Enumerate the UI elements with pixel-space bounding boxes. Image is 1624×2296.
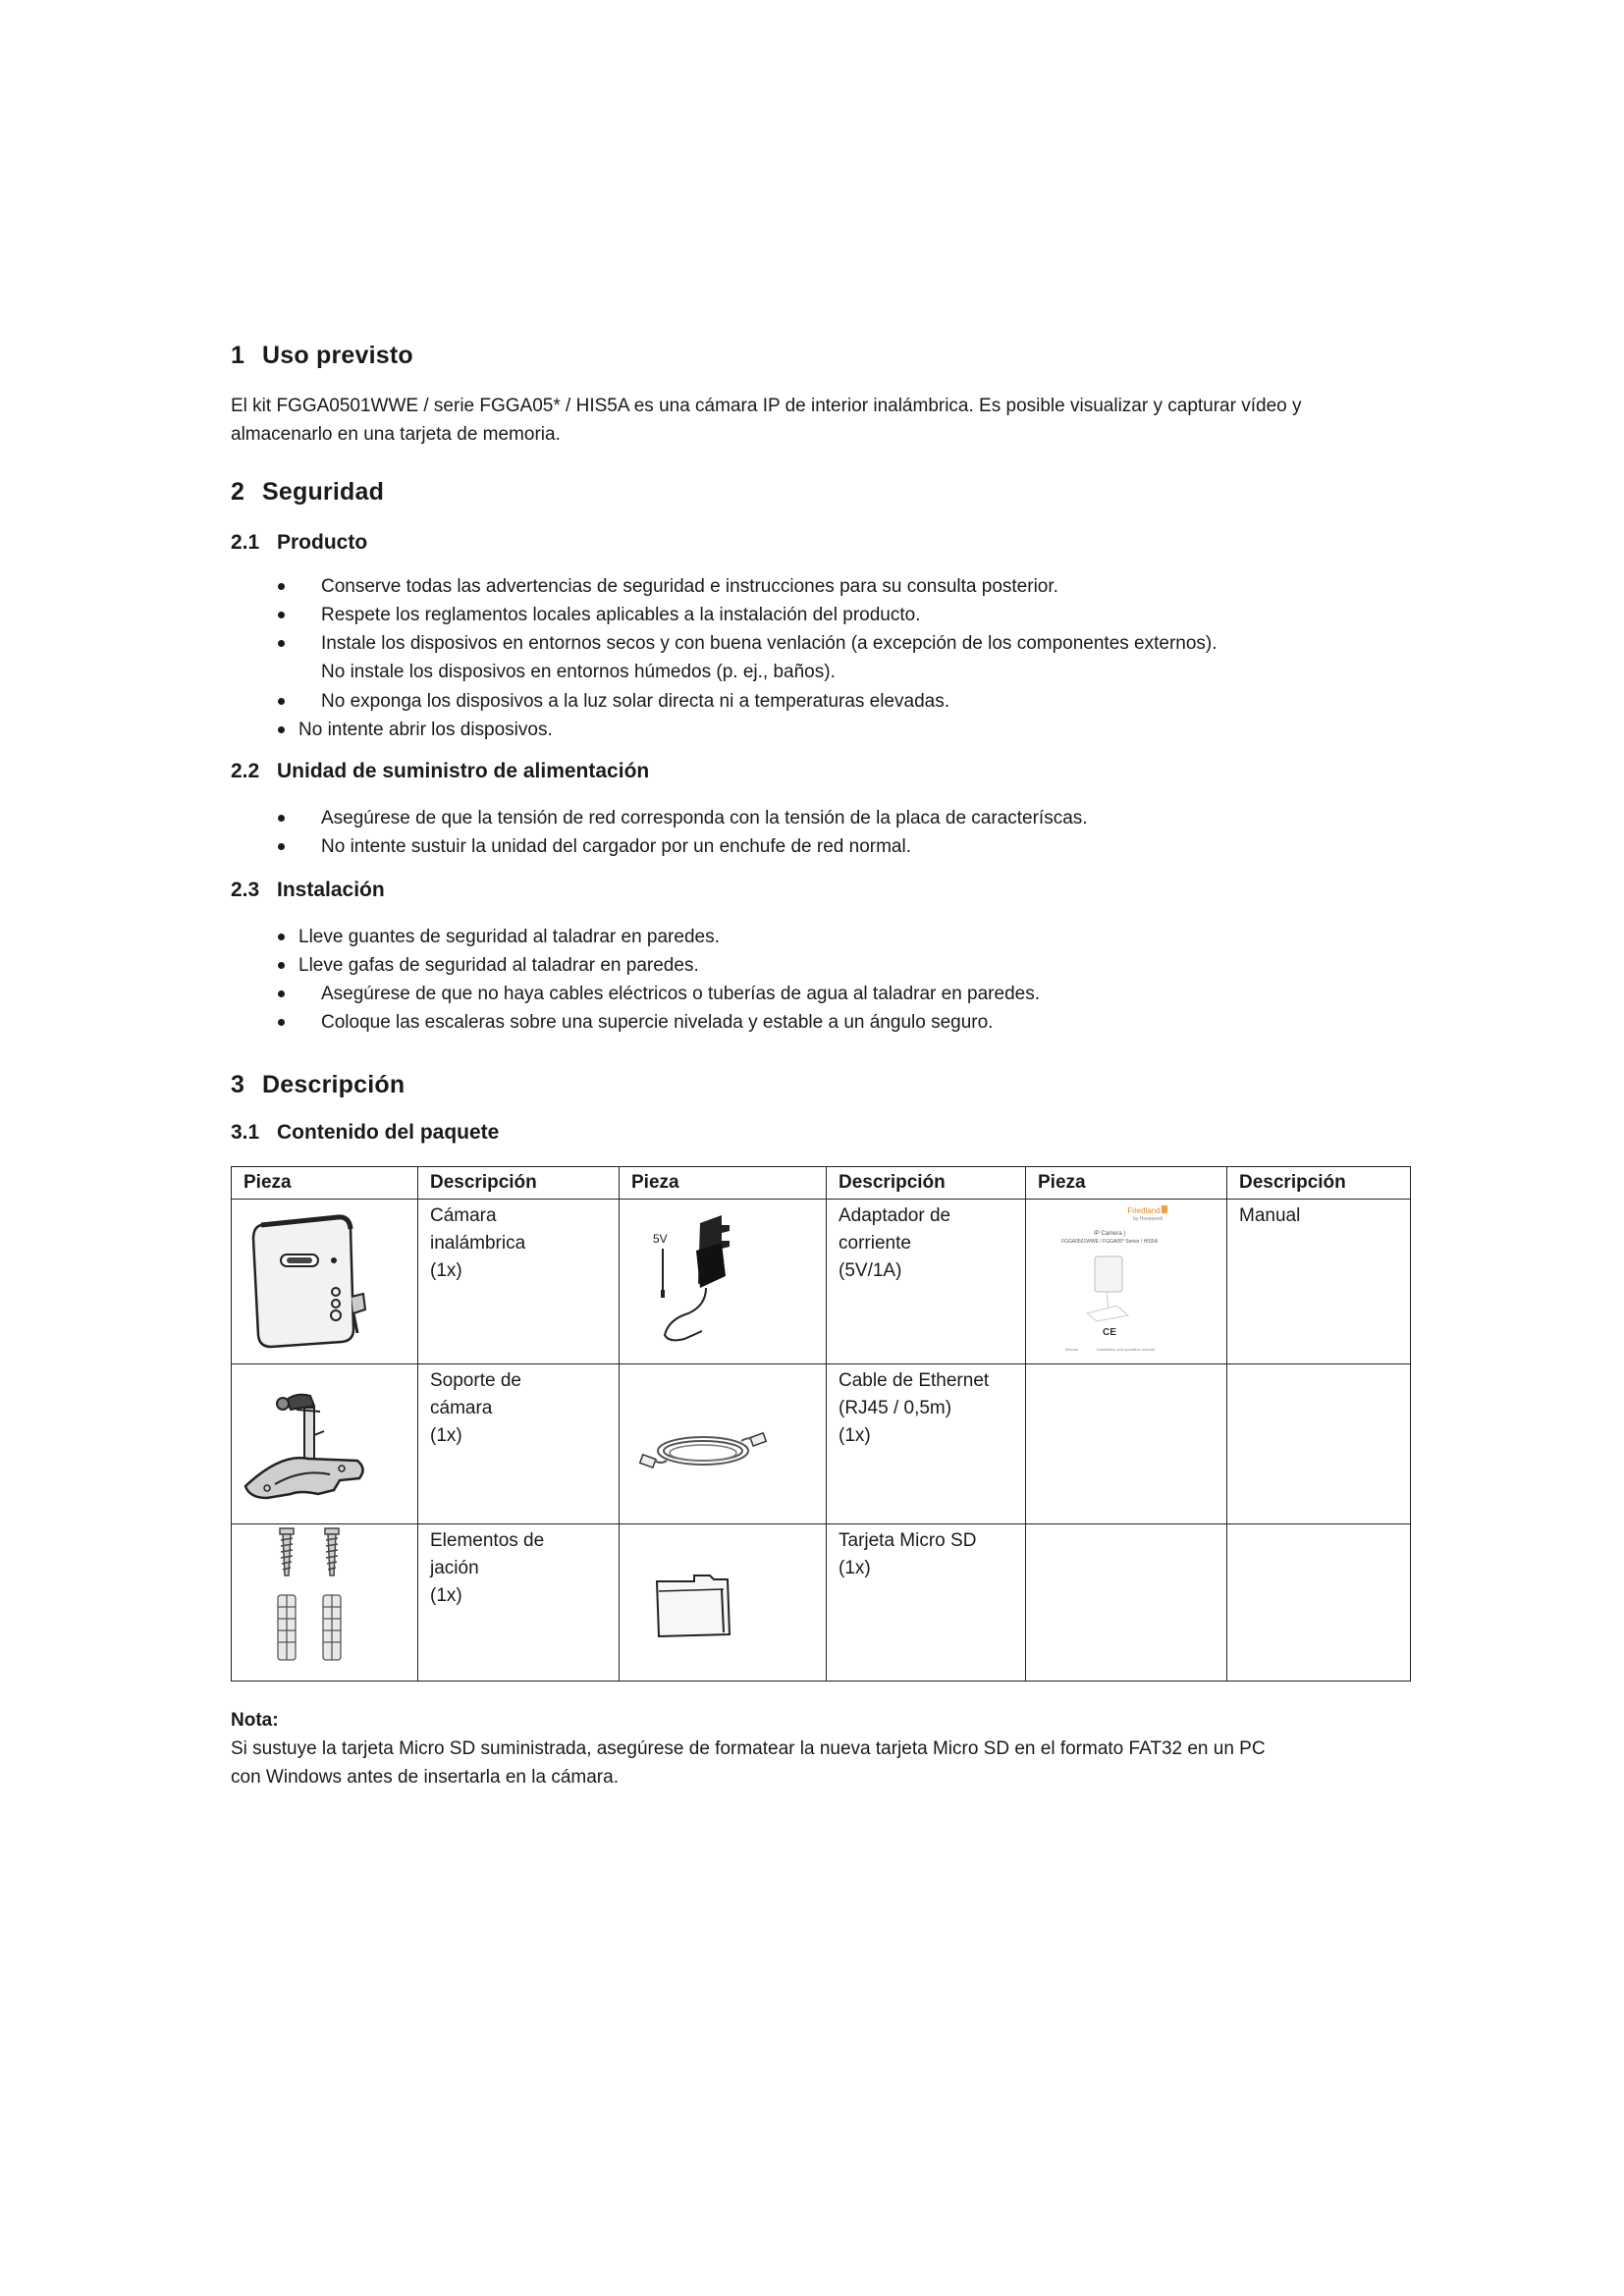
camera-image-cell xyxy=(232,1200,418,1364)
list-item-text: Asegúrese de que no haya cables eléctricos o tuberías de agua al taladrar en paredes. xyxy=(321,984,1040,1004)
list-item-text: Lleve gafas de seguridad al taladrar en paredes. xyxy=(298,955,699,976)
column-header: Descripción xyxy=(1227,1167,1411,1200)
paragraph-line: El kit FGGA0501WWE / serie FGGA05* / HIS5A es una cámara IP de interior inalámbrica. Es posible visualizar y capturar vídeo y xyxy=(231,396,1302,416)
column-header: Descripción xyxy=(418,1167,620,1200)
item-description: Manual xyxy=(1239,1205,1301,1226)
list-item xyxy=(321,629,1218,658)
table-header-row xyxy=(232,1167,1411,1200)
description-cell xyxy=(827,1524,1026,1682)
item-description: Cable de Ethernet (RJ45 / 0,5m) (1x) xyxy=(839,1370,990,1446)
description-cell xyxy=(1227,1200,1411,1364)
section-number: 1 xyxy=(231,342,245,369)
section-title: Seguridad xyxy=(262,478,385,506)
manual-footer-left: Manual xyxy=(1065,1347,1079,1352)
bullet-icon xyxy=(278,612,285,618)
list-item-text: Respete los reglamentos locales aplicables a la instalación del producto. xyxy=(321,605,921,625)
list-item-text: Instale los disposivos en entornos secos y con buena venlación (a excepción de los componentes externos). xyxy=(321,633,1218,654)
note-line: Si sustuye la tarjeta Micro SD suministrada, asegúrese de formatear la nueva tarjeta Micro SD en el formato FAT32 en un PC xyxy=(231,1738,1266,1759)
manual-brand-sub: by Honeywell xyxy=(1133,1216,1163,1222)
empty-cell xyxy=(1227,1364,1411,1524)
manual-title: IP Camera | xyxy=(1094,1231,1125,1237)
item-description: Soporte de cámara (1x) xyxy=(430,1370,521,1446)
list-item-text: No intente abrir los disposivos. xyxy=(298,720,553,740)
empty-cell xyxy=(1026,1524,1227,1682)
subsection-2-2-heading xyxy=(231,760,649,783)
manual-image xyxy=(1026,1200,1193,1355)
description-cell xyxy=(418,1200,620,1364)
list-item xyxy=(321,1008,993,1037)
list-item xyxy=(298,923,720,951)
subsection-number: 2.3 xyxy=(231,879,260,901)
adapter-label: 5V xyxy=(653,1232,668,1246)
list-item-text: No intente sustuir la unidad del cargador por un enchufe de red normal. xyxy=(321,836,911,857)
section-2-heading xyxy=(231,478,384,507)
bullet-icon xyxy=(278,1019,285,1026)
table-row xyxy=(232,1524,1411,1682)
item-description: Cámara inalámbrica (1x) xyxy=(430,1205,526,1281)
list-item-text: Conserve todas las advertencias de seguridad e instrucciones para su consulta posterior. xyxy=(321,576,1058,597)
list-item-text: No instale los disposivos en entornos húmedos (p. ej., baños). xyxy=(321,662,836,682)
section-number: 2 xyxy=(231,478,245,506)
camera-stand-image-cell xyxy=(232,1364,418,1524)
list-item xyxy=(321,687,949,716)
section-1-heading xyxy=(231,342,413,370)
list-item xyxy=(298,716,553,744)
bullet-icon xyxy=(278,843,285,850)
fixing-elements-image-cell xyxy=(232,1524,418,1682)
list-item-text: Asegúrese de que la tensión de red corresponda con la tensión de la placa de caracteríscas. xyxy=(321,808,1088,828)
description-cell xyxy=(827,1364,1026,1524)
table-row xyxy=(232,1200,1411,1364)
note-block xyxy=(231,1706,1266,1791)
list-item xyxy=(321,804,1088,832)
bullet-icon xyxy=(278,698,285,705)
ethernet-cable-image xyxy=(620,1366,786,1514)
item-description: Adaptador de corriente (5V/1A) xyxy=(839,1205,951,1281)
subsection-number: 2.2 xyxy=(231,760,260,782)
paragraph-line: almacenarlo en una tarjeta de memoria. xyxy=(231,424,561,445)
camera-image xyxy=(232,1203,379,1351)
bullet-icon xyxy=(278,640,285,647)
list-item xyxy=(321,601,920,629)
bullet-icon xyxy=(278,815,285,822)
subsection-title: Instalación xyxy=(277,879,385,901)
bullet-icon xyxy=(278,583,285,590)
ce-mark: CE xyxy=(1103,1327,1116,1338)
description-cell xyxy=(418,1524,620,1682)
subsection-title: Contenido del paquete xyxy=(277,1121,500,1144)
list-item-text: Coloque las escaleras sobre una supercie nivelada y estable a un ángulo seguro. xyxy=(321,1012,994,1033)
item-description: Tarjeta Micro SD (1x) xyxy=(839,1530,977,1578)
bullet-icon xyxy=(278,726,285,733)
column-header: Pieza xyxy=(620,1167,827,1200)
section-1-paragraph xyxy=(231,392,1302,449)
camera-stand-image xyxy=(232,1366,379,1514)
manual-subtitle: FGGA0501WWE / FGGA05* Series / HIS5A xyxy=(1060,1239,1159,1245)
table-row xyxy=(232,1364,1411,1524)
item-description: Elementos de jación (1x) xyxy=(430,1530,545,1606)
empty-cell xyxy=(1026,1364,1227,1524)
bullet-icon xyxy=(278,962,285,969)
note-label: Nota: xyxy=(231,1710,279,1731)
subsection-title: Producto xyxy=(277,531,368,554)
ethernet-cable-image-cell xyxy=(620,1364,827,1524)
list-item xyxy=(298,951,699,980)
manual-brand: Friedland xyxy=(1127,1206,1161,1215)
list-item-text: No exponga los disposivos a la luz solar directa ni a temperaturas elevadas. xyxy=(321,691,950,712)
subsection-2-3-heading xyxy=(231,879,385,902)
column-header: Pieza xyxy=(1026,1167,1227,1200)
empty-cell xyxy=(1227,1524,1411,1682)
column-header: Descripción xyxy=(827,1167,1026,1200)
list-item-continuation xyxy=(321,658,836,686)
bullet-icon xyxy=(278,934,285,940)
section-3-heading xyxy=(231,1071,405,1099)
section-number: 3 xyxy=(231,1071,245,1098)
subsection-number: 2.1 xyxy=(231,531,260,554)
section-title: Descripción xyxy=(262,1071,406,1098)
list-item-text: Lleve guantes de seguridad al taladrar en paredes. xyxy=(298,927,720,947)
subsection-title: Unidad de suministro de alimentación xyxy=(277,760,650,782)
subsection-2-1-heading xyxy=(231,531,367,555)
list-item xyxy=(321,832,911,861)
description-cell xyxy=(418,1364,620,1524)
micro-sd-image-cell xyxy=(620,1524,827,1682)
package-contents-table xyxy=(231,1166,1411,1682)
note-line: con Windows antes de insertarla en la cámara. xyxy=(231,1767,619,1788)
list-item xyxy=(321,572,1058,601)
fixing-elements-image xyxy=(232,1524,379,1672)
power-adapter-image-cell xyxy=(620,1200,827,1364)
column-header: Pieza xyxy=(232,1167,418,1200)
power-adapter-image xyxy=(620,1203,767,1351)
bullet-icon xyxy=(278,990,285,997)
manual-footer-right: Installation and operation manual xyxy=(1097,1347,1155,1352)
description-cell xyxy=(827,1200,1026,1364)
list-item xyxy=(321,980,1040,1008)
subsection-3-1-heading xyxy=(231,1121,499,1145)
section-title: Uso previsto xyxy=(262,342,413,369)
micro-sd-image xyxy=(620,1524,767,1672)
subsection-number: 3.1 xyxy=(231,1121,260,1144)
manual-image-cell xyxy=(1026,1200,1227,1364)
